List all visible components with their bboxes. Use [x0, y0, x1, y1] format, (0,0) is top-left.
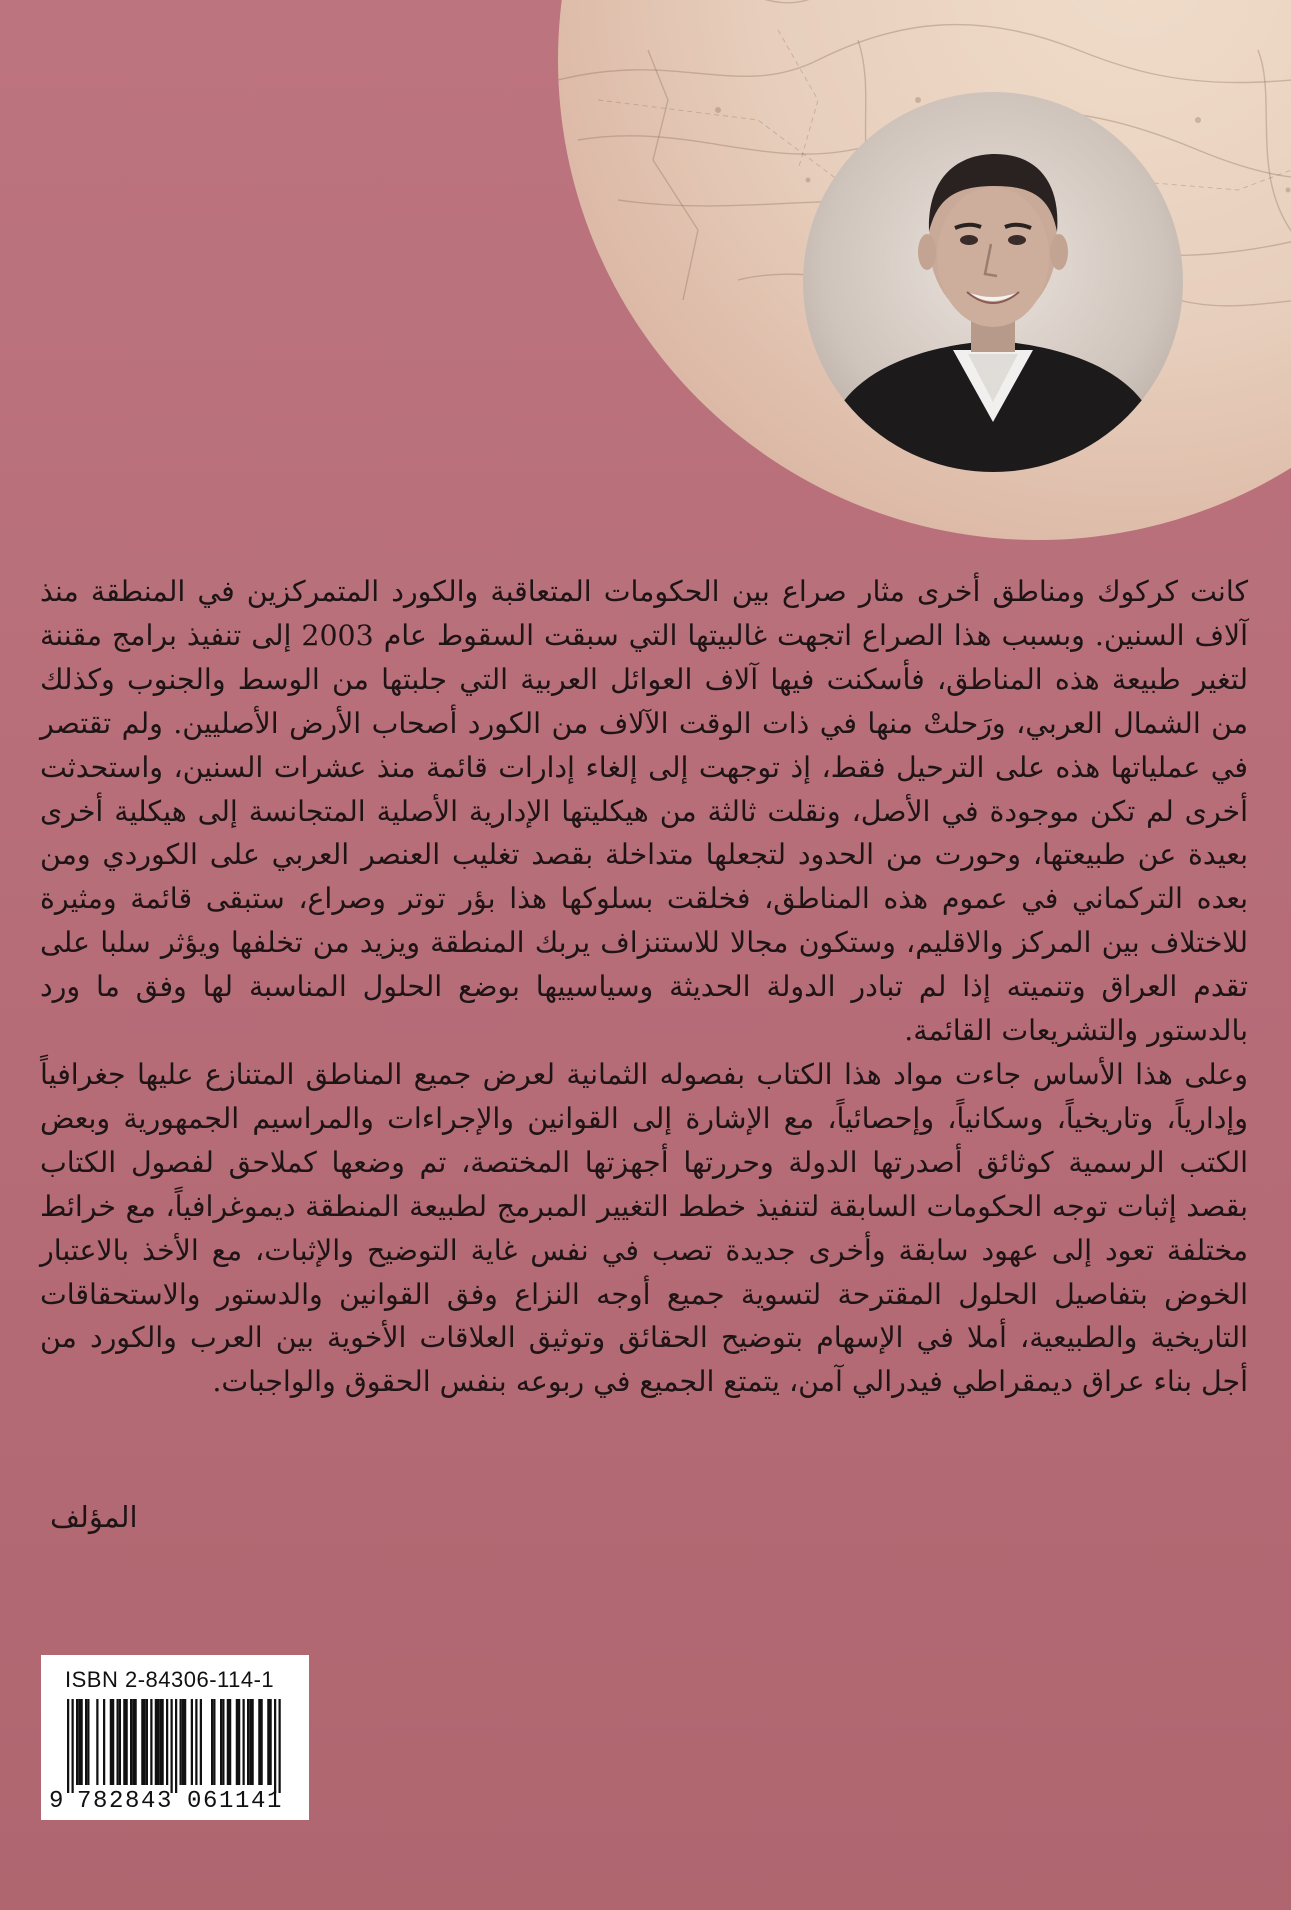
barcode-bar — [141, 1699, 143, 1785]
barcode-bar — [155, 1699, 157, 1785]
barcode-bar — [191, 1699, 193, 1785]
barcode-bar — [126, 1699, 128, 1785]
barcode-bar — [146, 1699, 148, 1785]
blurb-paragraph: كانت كركوك ومناطق أخرى مثار صراع بين الحكومات المتعاقبة والكورد المتمركزين في المنطقة منذ آلاف السنين. وبسبب هذا الصراع اتجهت غالبيتها التي سبقت السقوط عام 2003 إلى تنفيذ برامج مقننة لتغير طبيعة هذه المناطق، فأسكنت فيها آلاف العوائل العربية التي جلبتها من الوسط والجنوب وكذلك من الشمال العربي، ورَحلتْ منها في ذات الوقت الآلاف من الكورد أصحاب الأرض الأصليين. ولم تقتصر في عملياتها هذه على الترحيل فقط، إذ توجهت إلى إلغاء إدارات قائمة منذ عشرات السنين، واستحدثت أخرى لم تكن موجودة في الأصل، ونقلت ثالثة من هيكليتها الإدارية الأصلية المتجانسة إلى هيكلية أخرى بعيدة عن طبيعتها، وحورت من الحدود لتجعلها متداخلة بقصد تغليب العنصر العربي على الكوردي ومن بعده التركماني في عموم هذه المناطق، فخلقت بسلوكها هذا بؤر توتر وصراع، ستبقى قائمة ومثيرة للاختلاف بين المركز والاقليم، وستكون مجالا للاستنزاف يربك المنطقة ويزيد من تخلفها ويؤثر سلبا على تقدم العراق وتنميته إذا لم تبادر الدولة الحديثة وسياسييها بوضع الحلول المناسبة لها وفق ما ورد بالدستور والتشريعات القائمة. — [40, 575, 1248, 1048]
barcode-bar — [247, 1699, 249, 1785]
barcode-bar — [270, 1699, 272, 1785]
barcode-bar — [175, 1699, 177, 1793]
author-portrait-icon — [803, 92, 1183, 472]
barcode-bar — [85, 1699, 87, 1785]
author-signature-block — [50, 1500, 140, 1534]
barcode-bar — [243, 1699, 245, 1785]
barcode-bar — [132, 1699, 134, 1785]
barcode-bar — [81, 1699, 83, 1785]
ean-left-group: 782843 — [77, 1788, 174, 1815]
barcode-bar — [227, 1699, 229, 1785]
barcode-bar — [267, 1699, 269, 1785]
barcode-bar — [213, 1699, 215, 1785]
barcode-bar — [103, 1699, 105, 1785]
ean-first-digit: 9 — [49, 1788, 66, 1815]
back-cover-blurb — [40, 570, 1248, 1404]
barcode-bar — [110, 1699, 112, 1785]
barcode-bar — [72, 1699, 74, 1793]
isbn-number: ISBN 2-84306-114-1 — [65, 1667, 275, 1692]
barcode-bar — [144, 1699, 146, 1785]
barcode-bar — [184, 1699, 186, 1785]
barcode-bar — [96, 1699, 98, 1785]
barcode-bar — [162, 1699, 164, 1785]
barcode-bar — [67, 1699, 69, 1793]
barcode-bar — [117, 1699, 119, 1785]
barcode-bar — [130, 1699, 132, 1785]
author-photo — [803, 92, 1183, 472]
barcode-bar — [150, 1699, 152, 1785]
barcode-bar — [261, 1699, 263, 1785]
barcode-bar — [157, 1699, 159, 1785]
barcode-bar — [249, 1699, 251, 1785]
barcode-bar — [211, 1699, 213, 1785]
barcode-bar — [236, 1699, 238, 1785]
barcode-bar — [78, 1699, 80, 1785]
barcode-bar — [76, 1699, 78, 1785]
barcode-bar — [135, 1699, 137, 1785]
barcode-bar — [252, 1699, 254, 1785]
ean-digits — [41, 1788, 309, 1816]
barcode-bar — [274, 1699, 276, 1793]
barcode-bar — [87, 1699, 89, 1785]
barcode-bar — [258, 1699, 260, 1785]
barcode-bar — [220, 1699, 222, 1785]
barcode-bar — [159, 1699, 161, 1785]
barcode-bar — [112, 1699, 114, 1785]
barcode-bar — [119, 1699, 121, 1785]
barcode-bar — [195, 1699, 197, 1785]
barcode-bar — [238, 1699, 240, 1785]
barcode-bar — [182, 1699, 184, 1785]
isbn-barcode — [41, 1655, 309, 1820]
barcode-bar — [229, 1699, 231, 1785]
author-signature: المؤلف — [50, 1500, 138, 1534]
barcode-bar — [180, 1699, 182, 1785]
barcode-bar — [222, 1699, 224, 1785]
barcode-bar — [279, 1699, 281, 1793]
blurb-paragraph: وعلى هذا الأساس جاءت مواد هذا الكتاب بفصوله الثمانية لعرض جميع المناطق المتنازع عليها جغرافياً وإدارياً، وتاريخياً، وسكانياً، وإحصائياً، مع الإشارة إلى القوانين والإجراءات والمراسيم الجمهورية وبعض الكتب الرسمية كوثائق أصدرتها الدولة وحررتها أجهزتها المختصة، تم وضعها كملاحق لفصول الكتاب بقصد إثبات توجه الحكومات السابقة لتنفيذ خطط التغيير المبرمج لطبيعة المنطقة ديموغرافياً، مع خرائط مختلفة تعود إلى عهود سابقة وأخرى جديدة تصب في نفس غاية التوضيح والإثبات، مع الأخذ بالاعتبار الخوض بتفاصيل الحلول المقترحة لتسوية جميع أوجه النزاع وفق القوانين والدستور والاستحقاقات التاريخية والطبيعية، أملا في الإسهام بتوضيح الحقائق وتوثيق العلاقات الأخوية بين العرب والكورد من أجل بناء عراق ديمقراطي فيدرالي آمن، يتمتع الجميع في ربوعه بنفس الحقوق والواجبات. — [40, 1057, 1248, 1399]
barcode-bar — [123, 1699, 125, 1785]
barcode-bar — [200, 1699, 202, 1785]
barcode-bar — [171, 1699, 173, 1793]
ean-right-group: 061141 — [187, 1788, 284, 1815]
barcode-bar — [166, 1699, 168, 1785]
